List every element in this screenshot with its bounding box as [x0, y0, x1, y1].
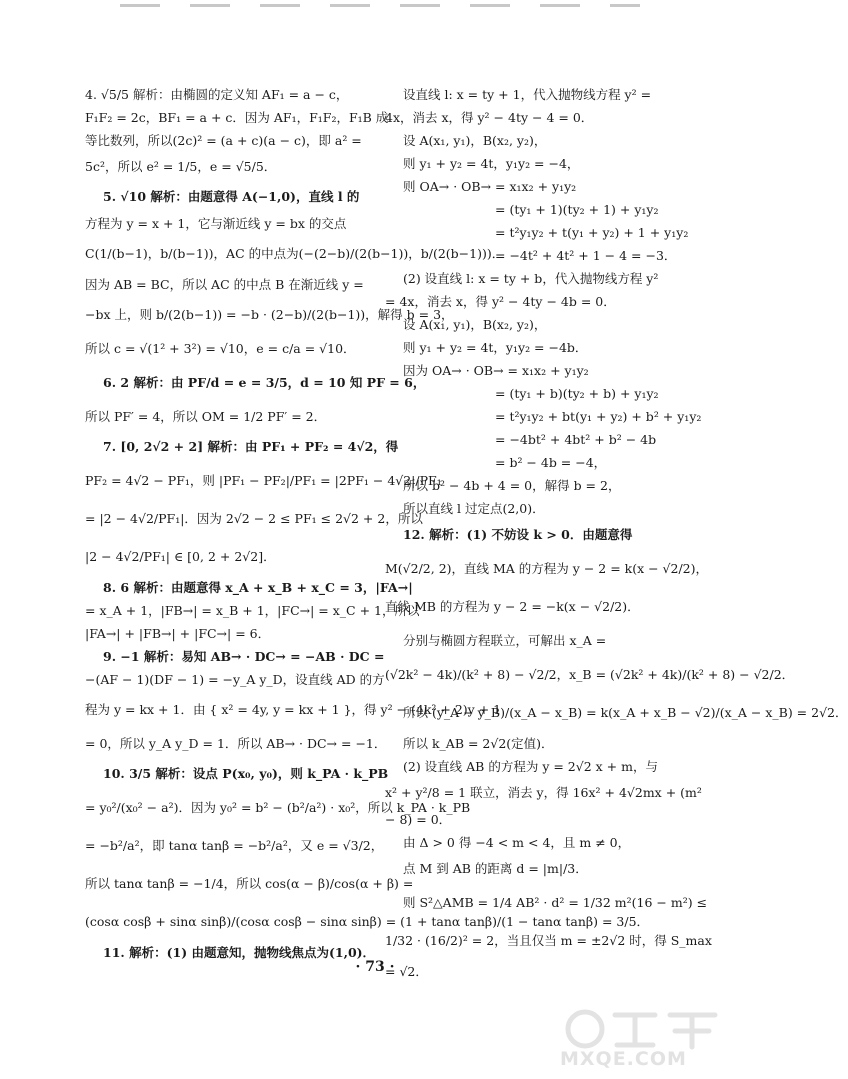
- text-line: = −4bt² + 4bt² + b² − 4b: [495, 432, 657, 447]
- text-line: M(√2/2, 2)，直线 MA 的方程为 y − 2 = k(x − √2/2)，: [385, 561, 709, 576]
- text-line: 设直线 l: x = ty + 1，代入抛物线方程 y² =: [403, 87, 652, 102]
- text-line: 由 Δ > 0 得 −4 < m < 4，且 m ≠ 0，: [403, 835, 631, 850]
- text-line: (2) 设直线 AB 的方程为 y = 2√2 x + m，与: [403, 759, 658, 774]
- text-line: 所以 (y_A − y_B)/(x_A − x_B) = k(x_A + x_B − √2)/(x_A − x_B) = 2√2．: [403, 705, 848, 720]
- text-line: x² + y²/8 = 1 联立，消去 y，得 16x² + 4√2mx + (m²: [385, 785, 702, 800]
- text-line: 12. 解析：(1) 不妨设 k > 0．由题意得: [403, 527, 633, 542]
- text-line: 11. 解析：(1) 由题意知，抛物线焦点为(1,0)．: [103, 945, 376, 960]
- text-line: 点 M 到 AB 的距离 d = |m|/3．: [403, 861, 588, 876]
- page-number: · 73 ·: [355, 959, 395, 975]
- text-line: (cosα cosβ + sinα sinβ)/(cosα cosβ − sinα sinβ) = (1 + tanα tanβ)/(1 − tanα tanβ) = 3/5．: [85, 914, 650, 929]
- text-line: 因为 OA→ · OB→ = x₁x₂ + y₁y₂: [403, 363, 589, 378]
- right-column: [385, 83, 848, 983]
- text-line: 则 y₁ + y₂ = 4t，y₁y₂ = −4b．: [403, 340, 588, 355]
- text-line: −bx 上，则 b/(2(b−1)) = −b · (2−b)/(2(b−1))，解得 b = 3，: [85, 307, 454, 322]
- text-line: 因为 AB = BC，所以 AC 的中点 B 在渐近线 y =: [85, 277, 364, 292]
- text-line: |2 − 4√2/PF₁| ∈ [0, 2 + 2√2]．: [85, 549, 276, 564]
- text-line: 则 OA→ · OB→ = x₁x₂ + y₁y₂: [403, 179, 577, 194]
- text-line: 9. −1 解析：易知 AB→ · DC→ = −AB · DC =: [103, 649, 385, 664]
- text-line: = b² − 4b = −4，: [495, 455, 607, 470]
- text-line: 则 S²△AMB = 1/4 AB² · d² = 1/32 m²(16 − m²) ≤: [403, 895, 708, 910]
- text-line: C(1/(b−1)，b/(b−1))，AC 的中点为(−(2−b)/(2(b−1))，b/(2(b−1)))．: [85, 246, 505, 261]
- text-line: = 0，所以 y_A y_D = 1．所以 AB→ · DC→ = −1．: [85, 736, 387, 751]
- text-line: = 4x，消去 x，得 y² − 4ty − 4b = 0．: [385, 294, 616, 309]
- text-line: 4. √5/5 解析：由椭圆的定义知 AF₁ = a − c，: [85, 87, 349, 102]
- text-line: 所以 PF′ = 4，所以 OM = 1/2 PF′ = 2．: [85, 409, 327, 424]
- text-line: 8. 6 解析：由题意得 x_A + x_B + x_C = 3，|FA→|: [103, 580, 413, 595]
- text-line: = x_A + 1，|FB→| = x_B + 1，|FC→| = x_C + 1，所以: [85, 603, 420, 618]
- text-line: = t²y₁y₂ + t(y₁ + y₂) + 1 + y₁y₂: [495, 225, 689, 240]
- text-line: 分别与椭圆方程联立，可解出 x_A =: [403, 633, 607, 648]
- text-line: = t²y₁y₂ + bt(y₁ + y₂) + b² + y₁y₂: [495, 409, 702, 424]
- text-line: 5c²，所以 e² = 1/5，e = √5/5．: [85, 159, 277, 174]
- text-line: 所以 b² − 4b + 4 = 0，解得 b = 2，: [403, 478, 621, 493]
- text-line: − 8) = 0．: [385, 812, 452, 827]
- text-line: F₁F₂ = 2c，BF₁ = a + c．因为 AF₁，F₁F₂，F₁B 成: [85, 110, 389, 125]
- text-line: 所以 c = √(1² + 3²) = √10，e = c/a = √10．: [85, 341, 356, 356]
- text-line: 方程为 y = x + 1，它与渐近线 y = bx 的交点: [85, 216, 347, 231]
- text-line: (2) 设直线 l: x = ty + b，代入抛物线方程 y²: [403, 271, 659, 286]
- text-line: 10. 3/5 解析：设点 P(x₀, y₀)，则 k_PA · k_PB: [103, 766, 389, 781]
- text-line: = −4t² + 4t² + 1 − 4 = −3．: [495, 248, 677, 263]
- text-line: −(AF − 1)(DF − 1) = −y_A y_D，设直线 AD 的方: [85, 672, 385, 687]
- text-line: = −b²/a²，即 tanα tanβ = −b²/a²，又 e = √3/2，: [85, 838, 384, 853]
- text-line: 设 A(x₁, y₁)，B(x₂, y₂)，: [403, 317, 547, 332]
- text-line: (√2k² − 4k)/(k² + 8) − √2/2，x_B = (√2k² + 4k)/(k² + 8) − √2/2．: [385, 667, 795, 682]
- text-line: 设 A(x₁, y₁)，B(x₂, y₂)，: [403, 133, 547, 148]
- text-line: = (ty₁ + b)(ty₂ + b) + y₁y₂: [495, 386, 659, 401]
- text-line: = |2 − 4√2/PF₁|．因为 2√2 − 2 ≤ PF₁ ≤ 2√2 + 2，所以: [85, 511, 423, 526]
- text-line: 5. √10 解析：由题意得 A(−1,0)，直线 l 的: [103, 189, 360, 204]
- text-line: = y₀²/(x₀² − a²)．因为 y₀² = b² − (b²/a²) · x₀²，所以 k_PA · k_PB: [85, 800, 471, 815]
- watermark-text: MXQE.COM: [560, 1048, 687, 1070]
- text-line: 直线 MB 的方程为 y − 2 = −k(x − √2/2)．: [385, 599, 640, 614]
- text-line: 程为 y = kx + 1．由 { x² = 4y, y = kx + 1 }，得 y² − (4k² + 2)y + 1: [85, 702, 502, 717]
- text-line: = (ty₁ + 1)(ty₂ + 1) + y₁y₂: [495, 202, 659, 217]
- text-line: 4x，消去 x，得 y² − 4ty − 4 = 0．: [385, 110, 594, 125]
- text-line: 等比数列，所以(2c)² = (a + c)(a − c)，即 a² =: [85, 133, 362, 148]
- text-line: PF₂ = 4√2 − PF₁，则 |PF₁ − PF₂|/PF₁ = |2PF₁ − 4√2|/PF₁: [85, 473, 442, 488]
- text-line: |FA→| + |FB→| + |FC→| = 6．: [85, 626, 271, 641]
- text-line: 所以 tanα tanβ = −1/4，所以 cos(α − β)/cos(α + β) =: [85, 876, 414, 891]
- top-rule: [120, 4, 640, 7]
- text-line: 6. 2 解析：由 PF/d = e = 3/5，d = 10 知 PF = 6，: [103, 375, 426, 390]
- text-line: 7. [0, 2√2 + 2] 解析：由 PF₁ + PF₂ = 4√2，得: [103, 439, 399, 454]
- text-line: = √2．: [385, 964, 428, 979]
- text-line: 则 y₁ + y₂ = 4t，y₁y₂ = −4，: [403, 156, 580, 171]
- text-line: 所以直线 l 过定点(2,0)．: [403, 501, 545, 516]
- text-line: 1/32 · (16/2)² = 2，当且仅当 m = ±2√2 时，得 S_max: [385, 933, 712, 948]
- text-line: 所以 k_AB = 2√2(定值)．: [403, 736, 554, 751]
